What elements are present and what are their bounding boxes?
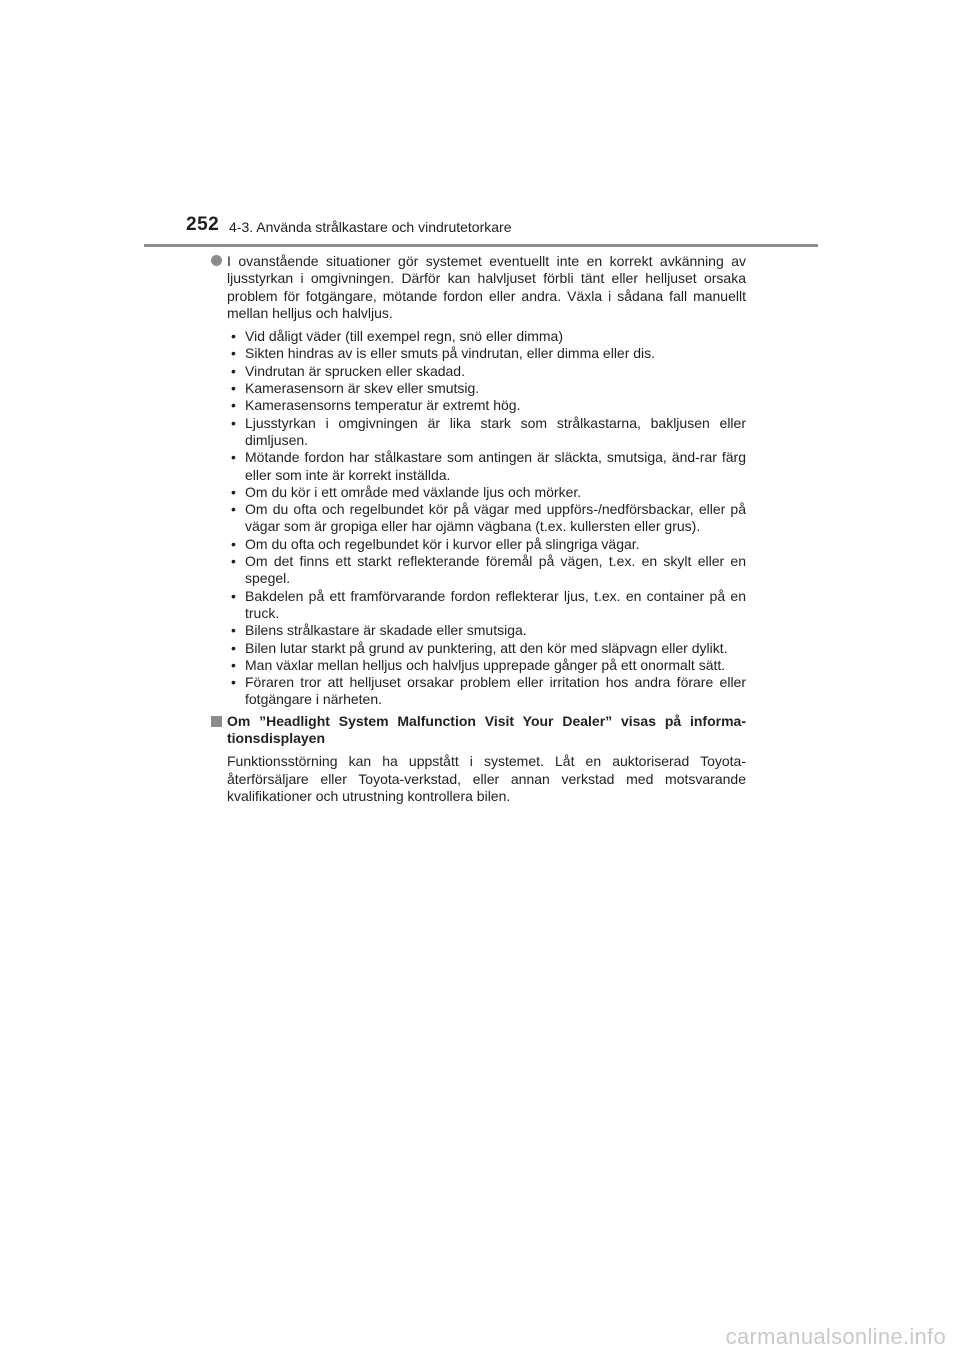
list-item: • Om du ofta och regelbundet kör på vägar med uppförs-/nedförsbackar, eller på vägar som är gropiga eller har ojämn vägbana (t.ex. kullersten eller grus). bbox=[227, 501, 746, 536]
section-heading: Om ”Headlight System Malfunction Visit Your Dealer” visas på informa-tionsdisplayen bbox=[227, 712, 746, 747]
condition-list bbox=[211, 328, 746, 709]
header-divider bbox=[144, 244, 818, 247]
malfunction-section bbox=[211, 713, 746, 805]
list-item: • Föraren tror att helljuset orsakar problem eller irritation hos andra förare eller fotgängare i närheten. bbox=[227, 674, 746, 709]
section-title: 4-3. Använda strålkastare och vindrutetorkare bbox=[229, 219, 512, 235]
circle-bullet-icon bbox=[211, 255, 222, 266]
list-item: • Mötande fordon har stålkastare som antingen är släckta, smutsiga, änd-rar färg eller som inte är korrekt inställda. bbox=[227, 449, 746, 484]
watermark: carmanualsonline.info bbox=[725, 1324, 946, 1349]
list-item: • Man växlar mellan helljus och halvljus upprepade gånger på ett onormalt sätt. bbox=[227, 657, 746, 674]
page-header bbox=[186, 214, 818, 246]
intro-paragraph bbox=[211, 253, 746, 322]
list-item: • Om du kör i ett område med växlande ljus och mörker. bbox=[227, 484, 746, 501]
list-item: • Bakdelen på ett framförvarande fordon reflekterar ljus, t.ex. en container på en truck. bbox=[227, 588, 746, 623]
list-item: • Bilen lutar starkt på grund av punktering, att den kör med släpvagn eller dylikt. bbox=[227, 640, 746, 657]
list-item: • Vindrutan är sprucken eller skadad. bbox=[227, 363, 746, 380]
list-item: • Om det finns ett starkt reflekterande föremål på vägen, t.ex. en skylt eller en spegel. bbox=[227, 553, 746, 588]
list-item: • Om du ofta och regelbundet kör i kurvor eller på slingriga vägar. bbox=[227, 536, 746, 553]
section-body: Funktionsstörning kan ha uppstått i systemet. Låt en auktoriserad Toyota-återförsäljare eller Toyota-verkstad, eller annan verkstad med motsvarande kvalifikationer och utrustning kontrollera bilen. bbox=[227, 753, 746, 804]
intro-text: I ovanstående situationer gör systemet eventuellt inte en korrekt avkänning av ljusstyrkan i omgivningen. Därför kan halvljuset förbli tänt eller helljuset orsaka problem för fotgängare, mötande fordon eller andra. Växla i sådana fall manuellt mellan helljus och halvljus. bbox=[227, 253, 746, 321]
list-item: • Vid dåligt väder (till exempel regn, snö eller dimma) bbox=[227, 328, 746, 345]
list-item: • Kamerasensorns temperatur är extremt hög. bbox=[227, 397, 746, 414]
list-item: • Sikten hindras av is eller smuts på vindrutan, eller dimma eller dis. bbox=[227, 345, 746, 362]
square-bullet-icon bbox=[211, 716, 222, 727]
page-number: 252 bbox=[186, 214, 220, 235]
list-item: • Bilens strålkastare är skadade eller smutsiga. bbox=[227, 622, 746, 639]
page-content bbox=[211, 253, 746, 805]
list-item: • Ljusstyrkan i omgivningen är lika stark som strålkastarna, bakljusen eller dimljusen. bbox=[227, 415, 746, 450]
list-item: • Kamerasensorn är skev eller smutsig. bbox=[227, 380, 746, 397]
